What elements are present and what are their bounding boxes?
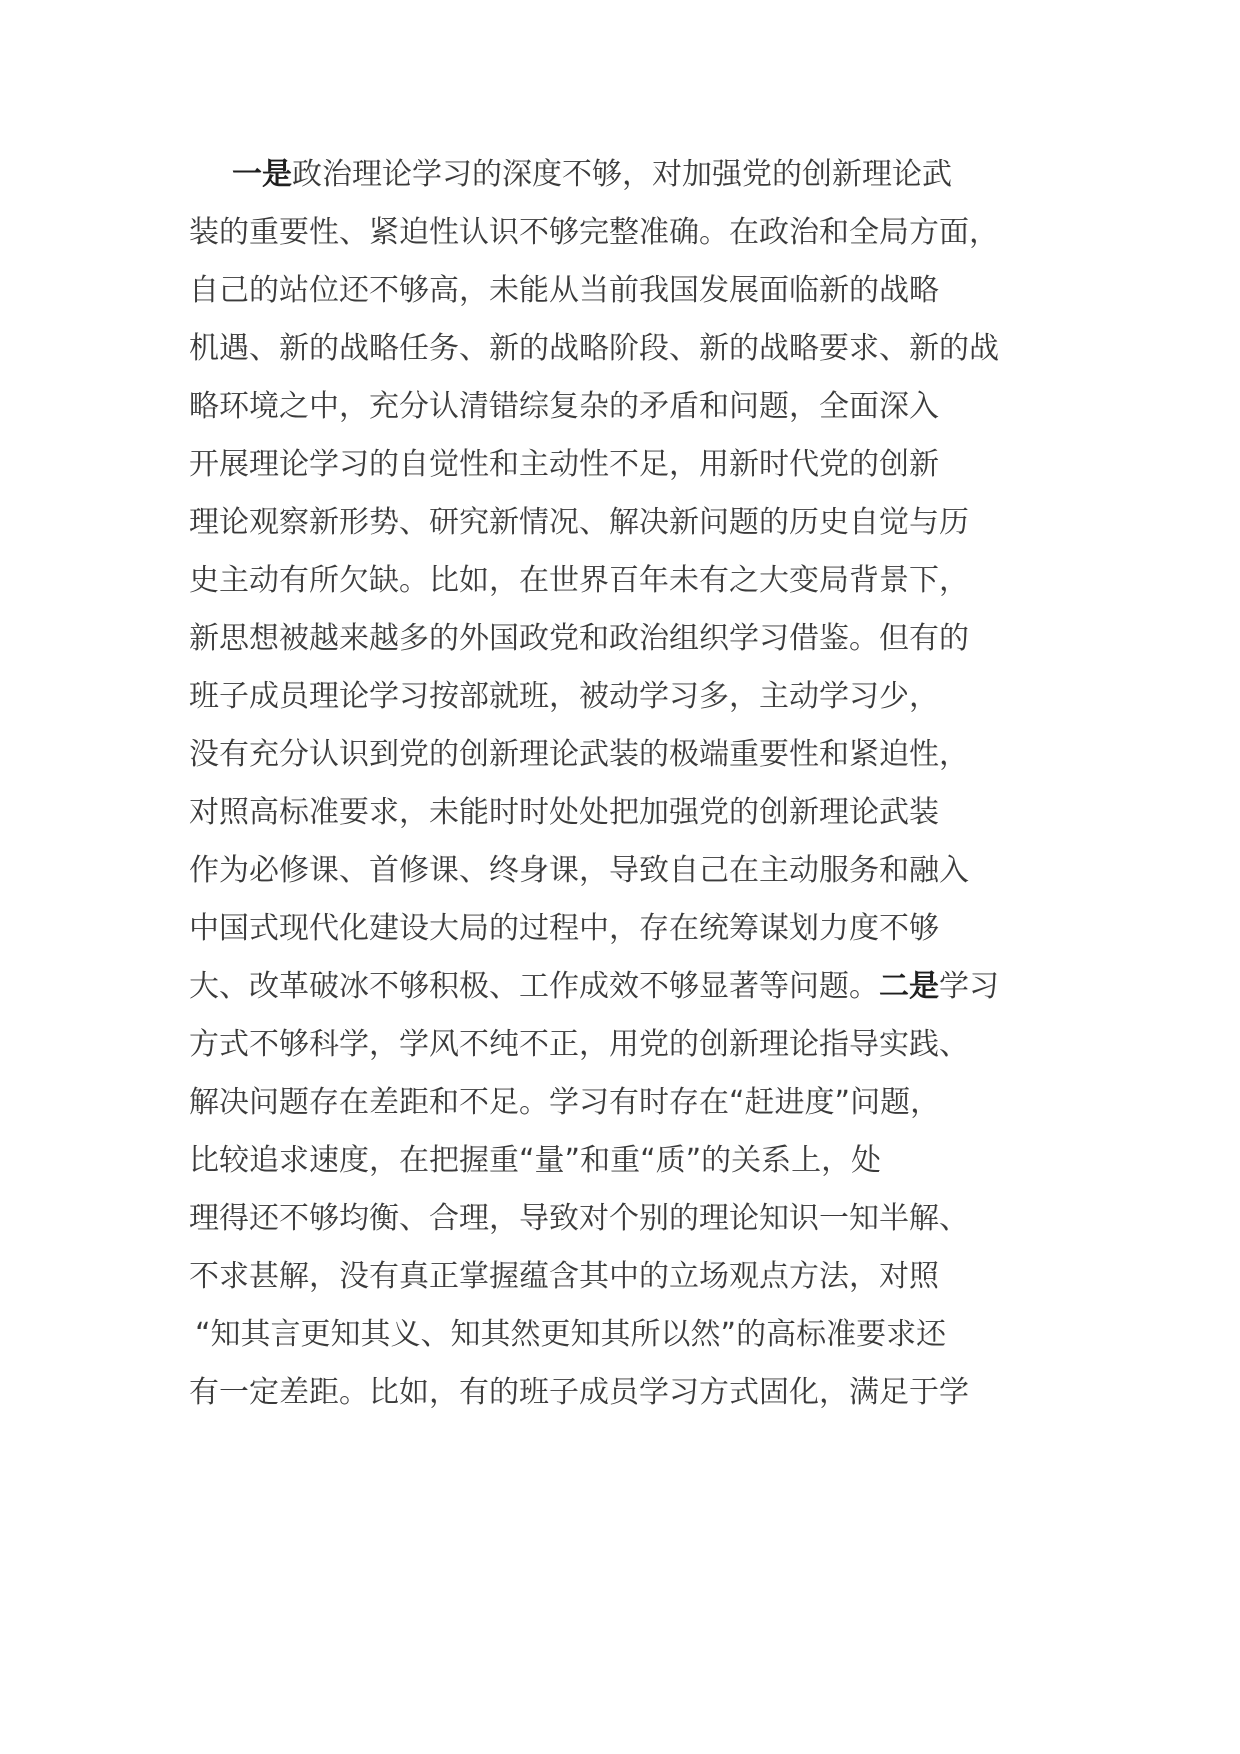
paragraph-line-17: 解决问题存在差距和不足。学习有时存在“赶进度”问题， <box>189 1085 941 1120</box>
paragraph-line-20: 不求甚解，没有真正掌握蕴含其中的立场观点方法，对照 <box>189 1259 939 1294</box>
paragraph-line-19: 理得还不够均衡、合理，导致对个别的理论知识一知半解、 <box>189 1201 969 1236</box>
paragraph-line-13: 作为必修课、首修课、终身课，导致自己在主动服务和融入 <box>189 853 969 888</box>
paragraph-line-3: 自己的站位还不够高，未能从当前我国发展面临新的战略 <box>189 273 939 308</box>
emphasis-label-first: 一是 <box>232 157 292 192</box>
paragraph-line-9: 新思想被越来越多的外国政党和政治组织学习借鉴。但有的 <box>189 621 969 656</box>
paragraph-line-2: 装的重要性、紧迫性认识不够完整准确。在政治和全局方面， <box>189 215 999 250</box>
paragraph-line-1 <box>232 155 952 195</box>
paragraph-line-11: 没有充分认识到党的创新理论武装的极端重要性和紧迫性， <box>189 737 969 772</box>
paragraph-line-16: 方式不够科学，学风不纯不正，用党的创新理论指导实践、 <box>189 1027 969 1062</box>
paragraph-line-6: 开展理论学习的自觉性和主动性不足，用新时代党的创新 <box>189 447 939 482</box>
paragraph-line-15 <box>189 967 999 1007</box>
paragraph-line-10: 班子成员理论学习按部就班，被动学习多，主动学习少， <box>189 679 939 714</box>
paragraph-line-22: 有一定差距。比如，有的班子成员学习方式固化，满足于学 <box>189 1375 969 1410</box>
line-text: 大、改革破冰不够积极、工作成效不够显著等问题。 <box>189 969 879 1004</box>
paragraph-line-5: 略环境之中，充分认清错综复杂的矛盾和问题，全面深入 <box>189 389 939 424</box>
paragraph-line-14: 中国式现代化建设大局的过程中，存在统筹谋划力度不够 <box>189 911 939 946</box>
line-text-continued: 学习 <box>939 969 999 1004</box>
paragraph-line-12: 对照高标准要求，未能时时处处把加强党的创新理论武装 <box>189 795 939 830</box>
paragraph-line-7: 理论观察新形势、研究新情况、解决新问题的历史自觉与历 <box>189 505 969 540</box>
line-text: 政治理论学习的深度不够，对加强党的创新理论武 <box>292 157 952 192</box>
paragraph-line-21: “知其言更知其义、知其然更知其所以然”的高标准要求还 <box>195 1317 947 1352</box>
paragraph-line-18: 比较追求速度，在把握重“量”和重“质”的关系上，处 <box>189 1143 882 1178</box>
emphasis-label-second: 二是 <box>879 969 939 1004</box>
paragraph-line-8: 史主动有所欠缺。比如，在世界百年未有之大变局背景下， <box>189 563 969 598</box>
paragraph-line-4: 机遇、新的战略任务、新的战略阶段、新的战略要求、新的战 <box>189 331 999 366</box>
